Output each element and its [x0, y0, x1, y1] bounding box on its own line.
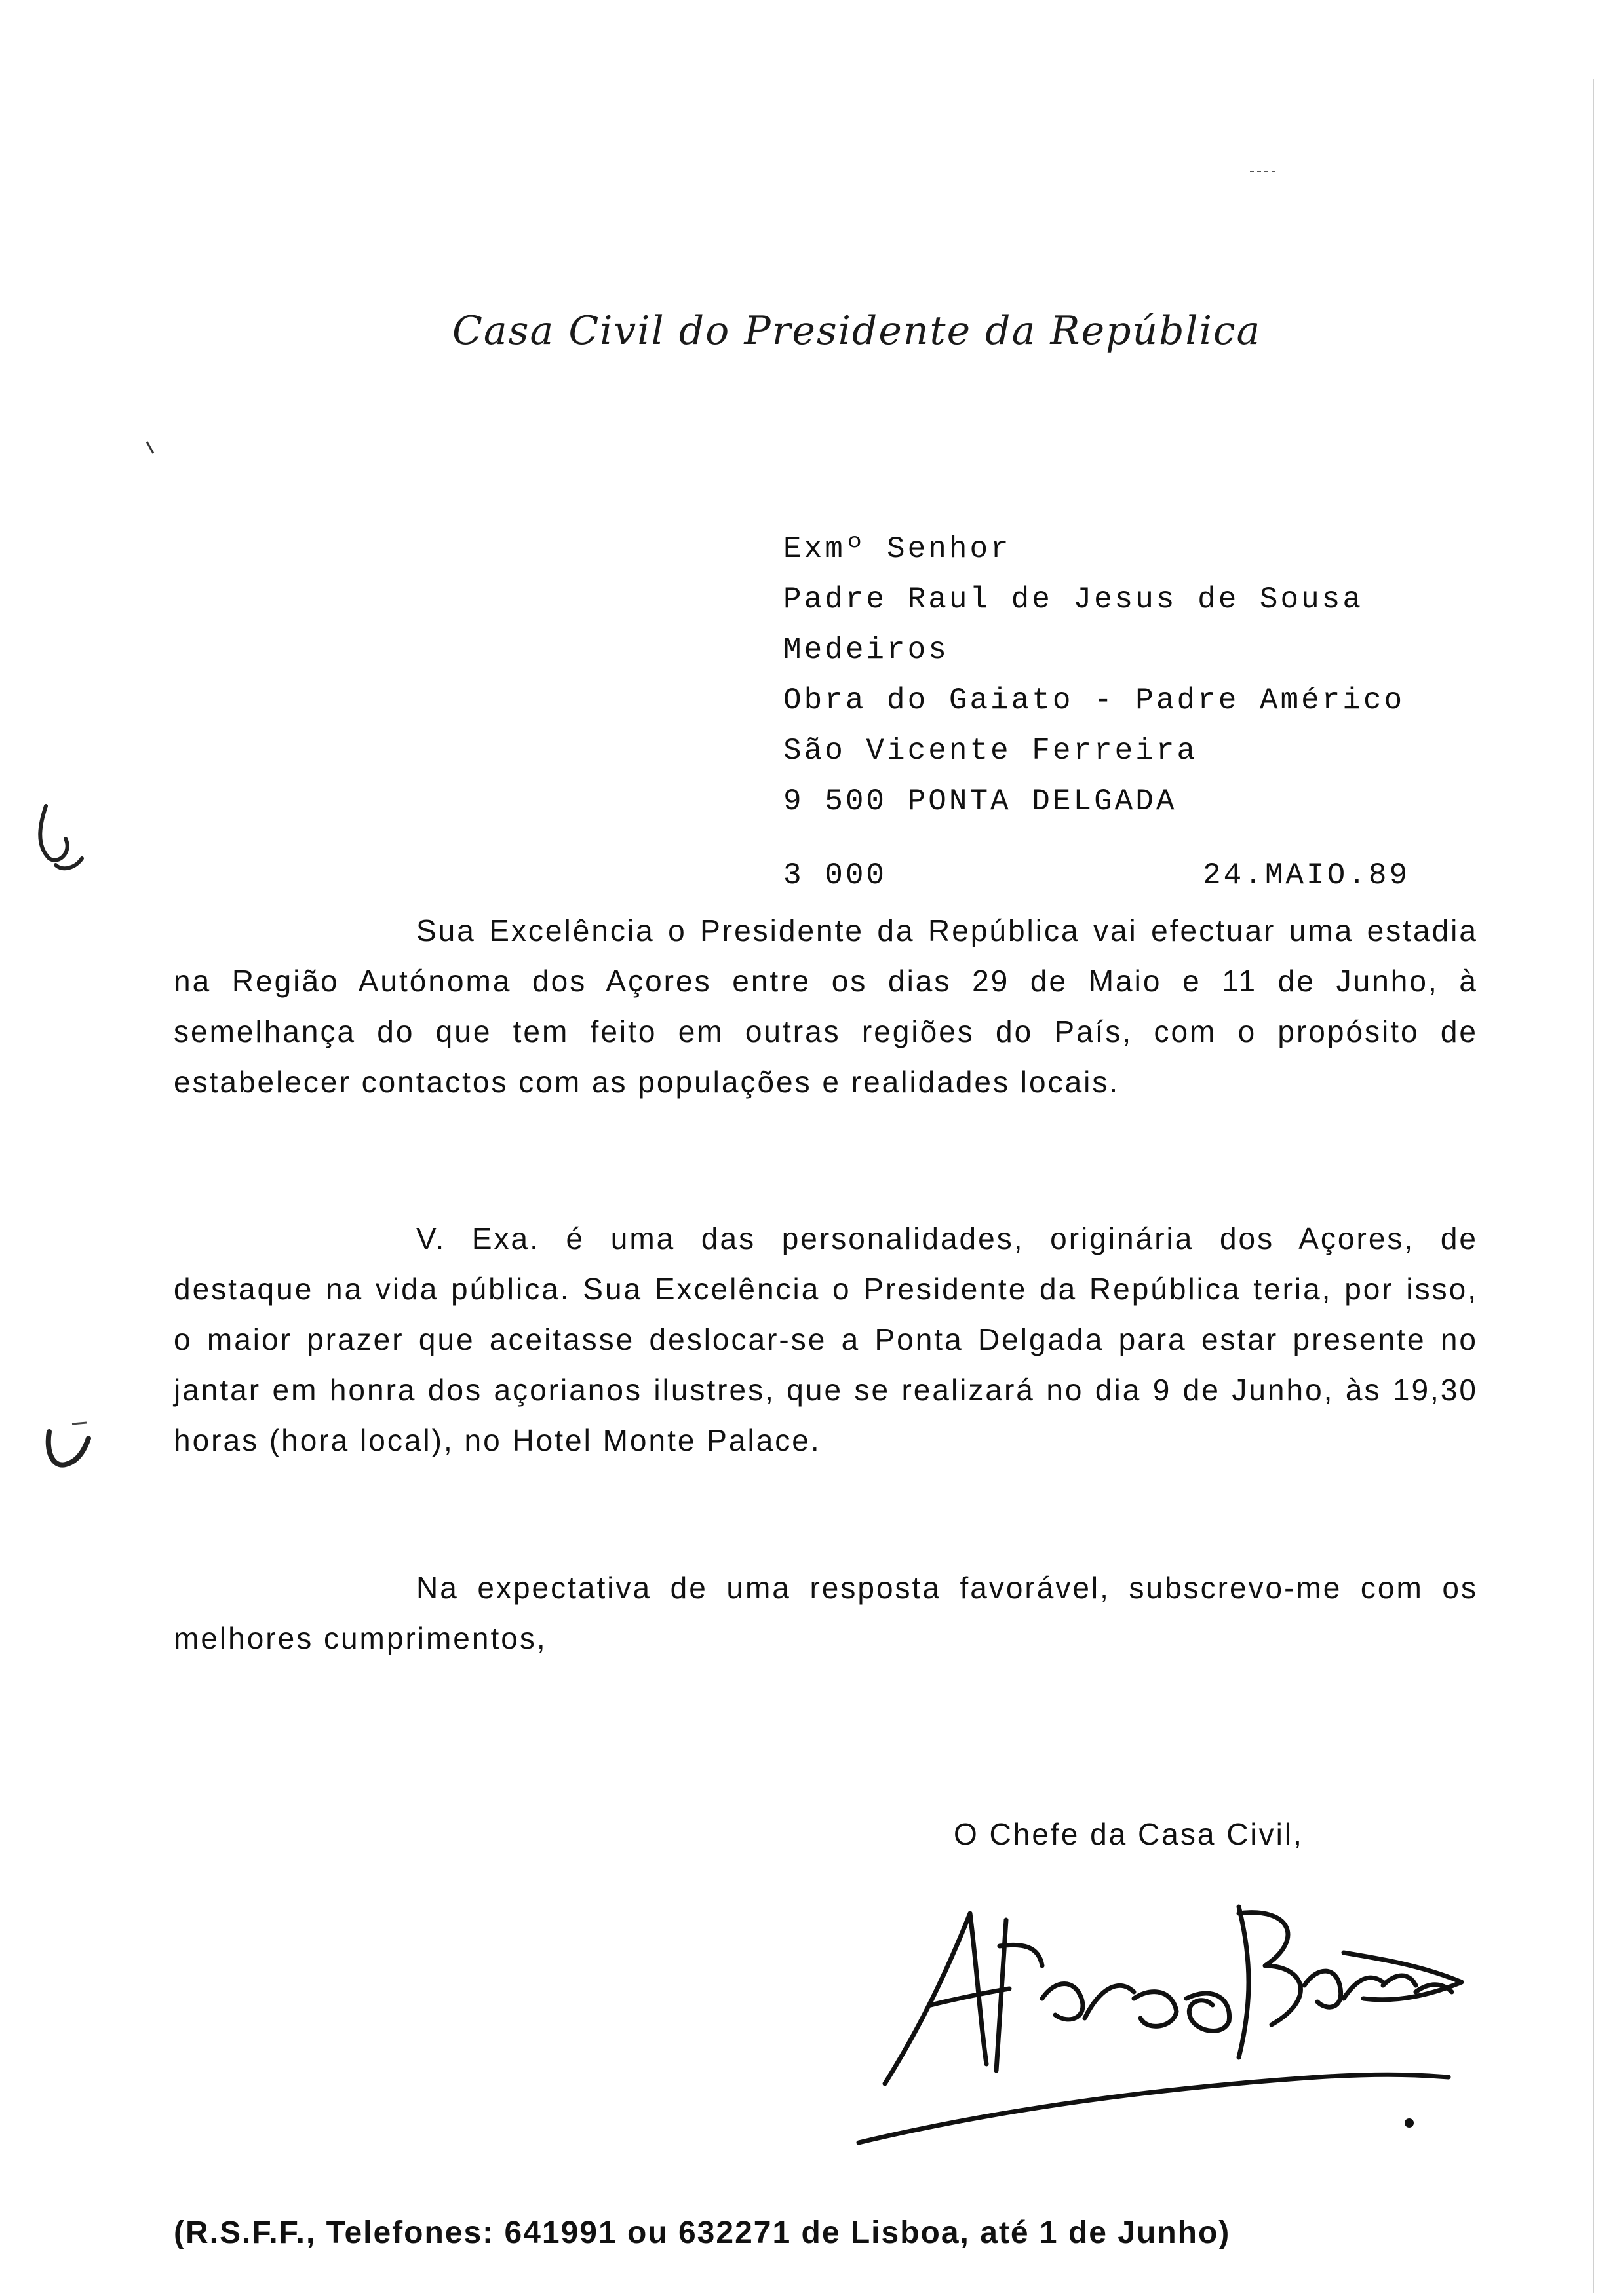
reference-number: 3 000 — [783, 858, 887, 892]
scan-speck — [1249, 167, 1281, 176]
body-paragraph: Na expectativa de uma resposta favorável, subscrevo-me com os melhores cumprimentos, — [174, 1571, 1478, 1655]
body-paragraph: Sua Excelência o Presidente da República vai efectuar uma estadia na Região Autónoma dos Açores entre os dias 29 de Maio e 11 de Junho, à semelhança do que tem feito em outras regiões do País, com o propósito de estabelecer contactos com as populações e realidades locais. — [174, 913, 1478, 1099]
recipient-line: Exmº Senhor — [783, 532, 1011, 566]
letterhead: Casa Civil do Presidente da República — [452, 308, 1262, 354]
scan-speck — [144, 439, 157, 459]
footer-contact-note: (R.S.F.F., Telefones: 641991 ou 632271 de Lisboa, até 1 de Junho) — [174, 2215, 1231, 2250]
recipient-line: Medeiros — [783, 633, 949, 667]
recipient-address — [783, 524, 1504, 827]
recipient-line: 9 500 PONTA DELGADA — [783, 784, 1177, 818]
recipient-line: São Vicente Ferreira — [783, 734, 1198, 768]
closing-title: O Chefe da Casa Civil, — [954, 1817, 1304, 1851]
recipient-line: Padre Raul de Jesus de Sousa — [783, 583, 1363, 617]
margin-mark — [39, 1419, 98, 1484]
margin-mark — [26, 799, 98, 885]
body-paragraph: V. Exa. é uma das personalidades, originária dos Açores, de destaque na vida pública. Sua Excelência o Presidente da República teria, por isso, o maior prazer que aceitasse deslocar-se a Ponta Delgada para estar presente no jantar em honra dos açorianos ilustres, que se realizará no dia 9 de Junho, às 19,30 horas (hora local), no Hotel Monte Palace. — [174, 1221, 1478, 1457]
recipient-line: Obra do Gaiato - Padre Américo — [783, 683, 1405, 718]
handwritten-signature — [846, 1867, 1475, 2162]
letter-date: 24.MAIO.89 — [1203, 858, 1411, 892]
scan-edge-line — [1593, 79, 1594, 2293]
